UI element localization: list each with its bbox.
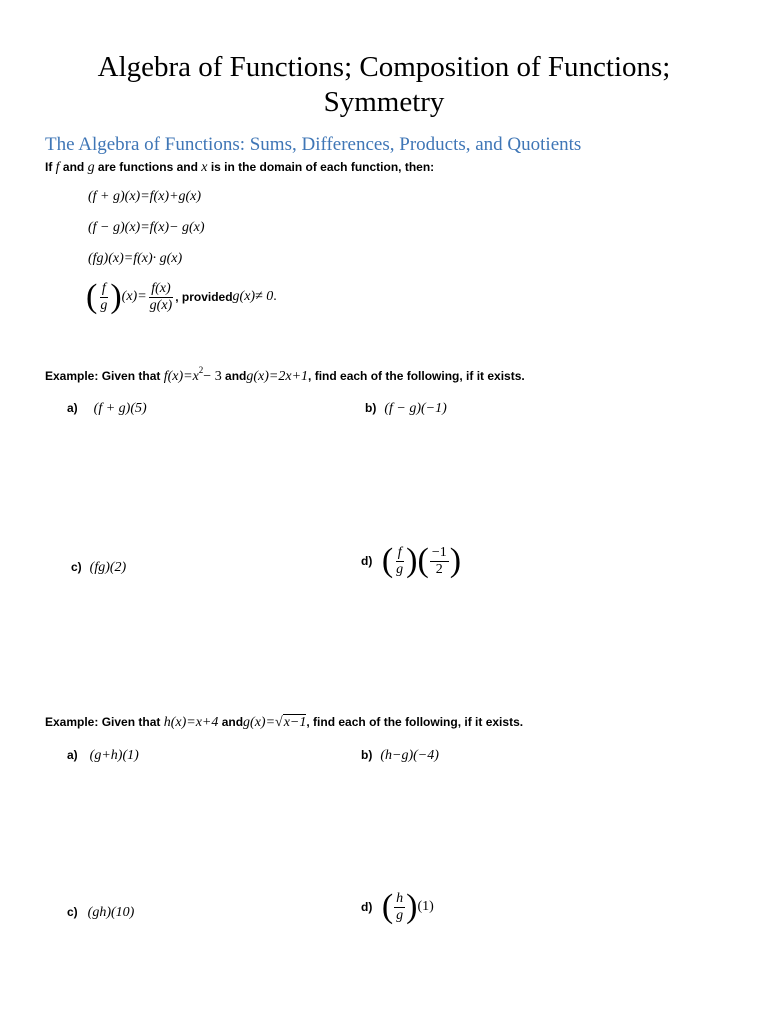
proviso-condition: g(x)≠ 0 xyxy=(232,289,274,304)
item-expression: (f − g)(−1) xyxy=(384,401,447,416)
exponent: 2 xyxy=(198,365,204,375)
fraction-denominator: 2 xyxy=(435,561,443,577)
fraction-numerator: f xyxy=(397,544,402,560)
example-label: Example: xyxy=(45,369,99,383)
intro-part: is in the domain of each function, then: xyxy=(207,160,435,174)
intro-part: are functions and xyxy=(94,160,202,174)
left-paren: ( xyxy=(381,888,394,925)
intro-text xyxy=(45,160,434,176)
example-2-item-b xyxy=(361,746,439,764)
item-d-fraction xyxy=(394,891,405,924)
item-d-argument: (1) xyxy=(417,899,434,914)
proviso-text: , provided xyxy=(175,290,233,304)
intro-var-g: g xyxy=(87,160,95,175)
item-label: c) xyxy=(67,905,78,919)
example-2-statement xyxy=(45,715,523,731)
product-definition: (fg)(x)=f(x)· g(x) xyxy=(88,251,183,266)
difference-definition: (f − g)(x)=f(x)− g(x) xyxy=(88,220,205,235)
left-paren: ( xyxy=(381,542,394,579)
example-text: and xyxy=(221,369,247,383)
right-paren: ) xyxy=(406,888,418,925)
fraction-denominator: g xyxy=(100,297,108,313)
intro-part: If xyxy=(45,160,56,174)
page-title-line-2: Symmetry xyxy=(323,86,445,118)
item-label: a) xyxy=(67,748,78,762)
item-label: d) xyxy=(361,554,373,568)
item-expression: (gh)(10) xyxy=(87,905,135,920)
fraction-numerator: f xyxy=(101,280,106,296)
item-expression: (fg)(2) xyxy=(89,560,127,575)
quotient-rhs-fraction xyxy=(148,281,175,314)
example-2-item-d xyxy=(361,890,434,924)
example-1-item-c xyxy=(71,558,126,576)
quotient-lhs-fraction xyxy=(98,281,109,314)
section-heading: The Algebra of Functions: Sums, Differences, Products, and Quotients xyxy=(45,134,582,155)
example-1-item-b xyxy=(365,399,447,417)
quotient-x: (x)= xyxy=(121,289,147,304)
item-label: c) xyxy=(71,560,82,574)
intro-part: and xyxy=(59,160,88,174)
h-definition: h(x)=x+4 xyxy=(163,715,219,730)
example-1-item-d xyxy=(361,544,461,578)
f-definition: f(x)=x xyxy=(163,369,199,384)
fraction-numerator: h xyxy=(396,890,404,906)
fraction-numerator: f(x) xyxy=(151,280,171,296)
example-text: and xyxy=(218,715,244,729)
left-paren: ( xyxy=(417,542,429,579)
intro-var-f: f xyxy=(55,160,60,175)
square-root: √x−1 xyxy=(275,715,307,730)
page-title-line-1: Algebra of Functions; Composition of Functions; xyxy=(97,51,671,83)
fraction-denominator: g xyxy=(396,561,404,577)
fraction-denominator: g xyxy=(396,907,404,923)
item-label: b) xyxy=(365,401,377,415)
right-paren: ) xyxy=(449,542,462,579)
example-text: Given that xyxy=(98,715,164,729)
fraction-numerator: −1 xyxy=(431,544,447,560)
item-d-fraction xyxy=(394,545,405,578)
item-label: a) xyxy=(67,401,78,415)
sum-definition: (f + g)(x)=f(x)+g(x) xyxy=(88,189,202,204)
radicand: x−1 xyxy=(283,715,307,730)
item-expression: (f + g)(5) xyxy=(93,401,147,416)
item-d-argument xyxy=(430,545,449,578)
fraction-denominator: g(x) xyxy=(149,297,173,313)
item-expression: (h−g)(−4) xyxy=(380,748,439,763)
f-definition-rest: − 3 xyxy=(203,369,222,384)
example-2-item-c xyxy=(67,903,134,921)
item-label: d) xyxy=(361,900,373,914)
right-paren: ) xyxy=(406,542,418,579)
left-paren: ( xyxy=(86,278,98,315)
right-paren: ) xyxy=(110,278,122,315)
item-label: b) xyxy=(361,748,373,762)
example-text: Given that xyxy=(98,369,164,383)
item-expression: (g+h)(1) xyxy=(89,748,139,763)
period: . xyxy=(273,289,277,304)
g-definition: g(x)= xyxy=(243,715,276,730)
example-text: , find each of the following, if it exists. xyxy=(308,369,525,383)
example-text: , find each of the following, if it exists. xyxy=(306,715,524,729)
example-1-statement xyxy=(45,365,525,385)
g-definition: g(x)=2x+1 xyxy=(246,369,309,384)
intro-var-x: x xyxy=(201,160,208,175)
quotient-definition xyxy=(86,280,277,314)
example-2-item-a xyxy=(67,746,139,764)
example-label: Example: xyxy=(45,715,99,729)
example-1-item-a xyxy=(67,399,147,417)
